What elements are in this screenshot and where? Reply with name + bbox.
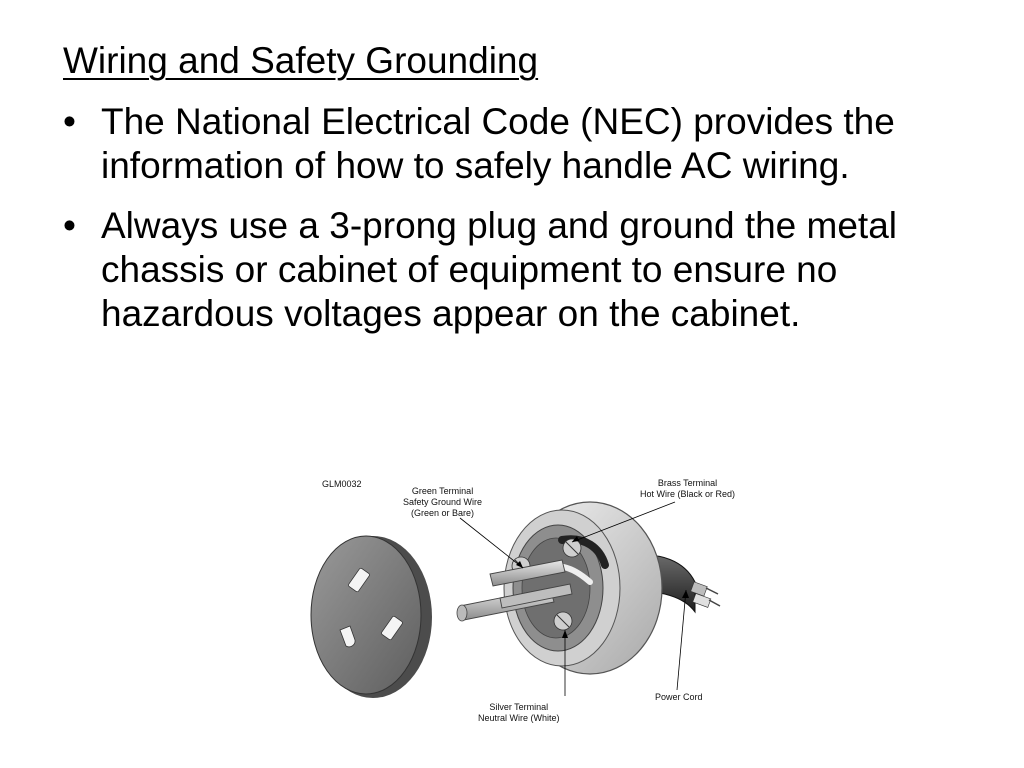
brass-terminal-label (640, 478, 735, 500)
plug-illustration (300, 470, 770, 730)
green-terminal-line-2: Safety Ground Wire (403, 497, 483, 507)
bullet-dot: • (63, 205, 76, 246)
silver-terminal-line-2: Neutral Wire (White) (478, 713, 560, 723)
green-terminal-label (403, 486, 482, 519)
face-plate (311, 536, 432, 698)
silver-terminal-line-1: Silver Terminal (489, 702, 549, 712)
green-terminal-line-1: Green Terminal (411, 486, 474, 496)
figure-id-text: GLM0032 (322, 479, 362, 489)
power-cord-label (655, 692, 703, 703)
power-cord-line-1: Power Cord (655, 692, 703, 702)
brass-terminal-line-2: Hot Wire (Black or Red) (640, 489, 736, 499)
slide-title: Wiring and Safety Grounding (63, 40, 539, 81)
bullet-text: Always use a 3-prong plug and ground the metal chassis or cabinet of equipment to ensure no hazardous voltages appear on the cabinet. (101, 205, 898, 334)
bullet-list (60, 100, 980, 352)
bullet-dot: • (63, 101, 76, 142)
bullet-item (60, 100, 980, 188)
silver-terminal-label (478, 702, 560, 724)
plug-diagram (300, 470, 770, 730)
figure-id-label (322, 479, 362, 490)
plug-body (504, 502, 662, 674)
brass-terminal-line-1: Brass Terminal (657, 478, 718, 488)
bullet-item (60, 204, 980, 336)
green-terminal-line-3: (Green or Bare) (411, 508, 475, 518)
bullet-text: The National Electrical Code (NEC) provides the information of how to safely handle AC wiring. (101, 101, 895, 186)
